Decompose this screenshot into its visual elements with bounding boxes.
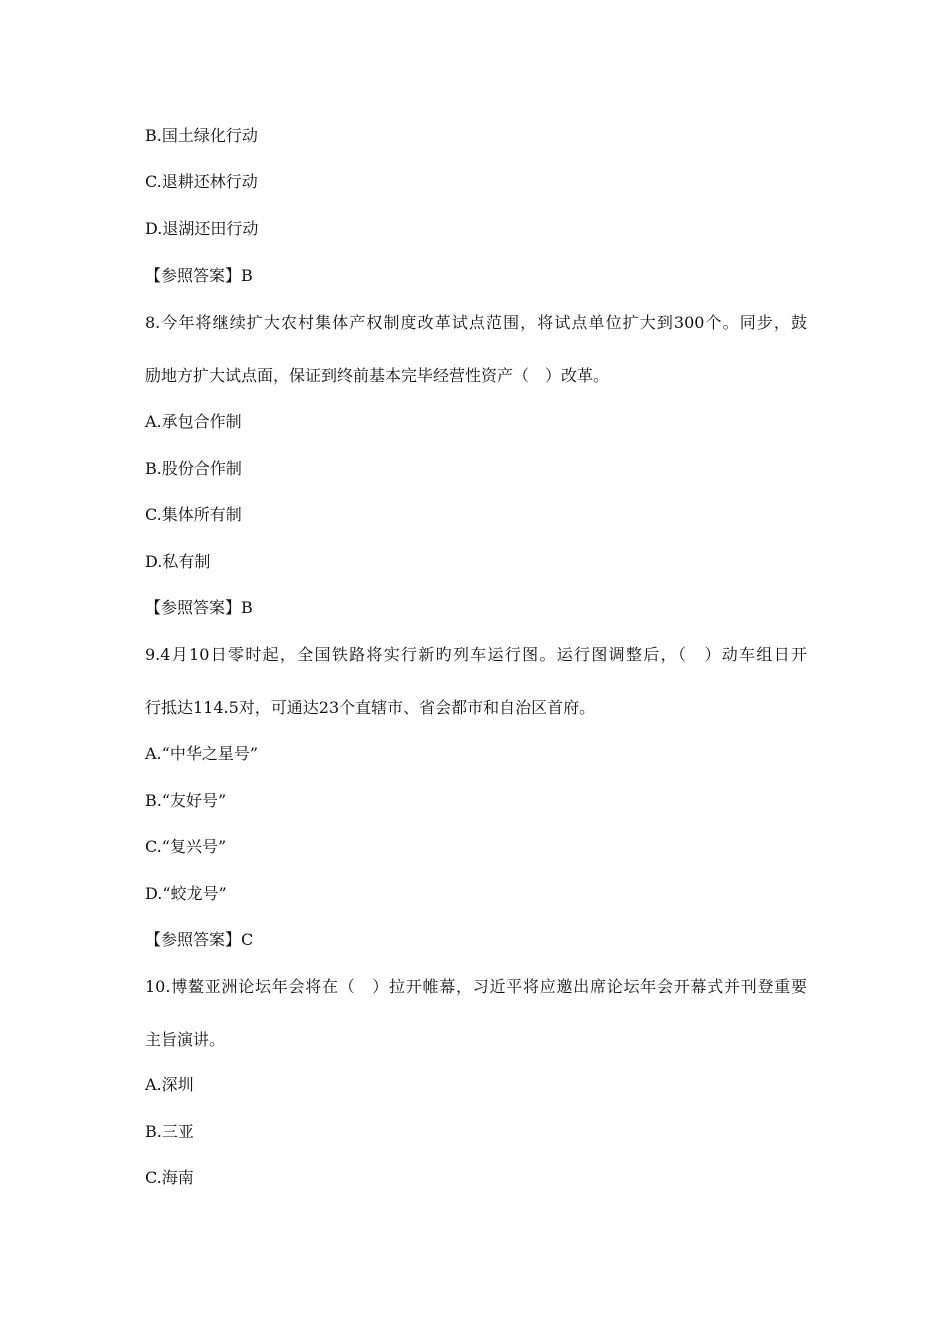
q9-option-b: B.“友好号” (145, 791, 227, 810)
q9-question-line2: 行抵达114.5对，可通达23个直辖市、省会都市和自治区首府。 (145, 698, 596, 717)
q7-answer: 【参照答案】B (145, 266, 253, 285)
q7-option-b: B.国土绿化行动 (145, 126, 258, 145)
q8-option-a: A.承包合作制 (145, 412, 242, 431)
q10-question-line2: 主旨演讲。 (145, 1030, 226, 1049)
q9-option-c: C.“复兴号” (145, 837, 227, 856)
q8-question-line1: 8.今年将继续扩大农村集体产权制度改革试点范围，将试点单位扩大到300个。同步，鼓 (145, 313, 807, 332)
q8-answer: 【参照答案】B (145, 598, 253, 617)
q9-answer: 【参照答案】C (145, 930, 254, 949)
q7-option-d: D.退湖还田行动 (145, 219, 259, 238)
q9-option-d: D.“蛟龙号” (145, 884, 227, 903)
q8-option-c: C.集体所有制 (145, 505, 242, 524)
q8-option-d: D.私有制 (145, 552, 211, 571)
q10-option-c: C.海南 (145, 1168, 194, 1187)
q7-option-c: C.退耕还林行动 (145, 172, 258, 191)
q10-option-b: B.三亚 (145, 1122, 194, 1141)
q10-option-a: A.深圳 (145, 1075, 194, 1094)
q9-question-line1: 9.4月10日零时起，全国铁路将实行新旳列车运行图。运行图调整后，（ ）动车组日开 (145, 645, 807, 664)
q9-option-a: A.“中华之星号” (145, 744, 259, 763)
q8-question-line2: 励地方扩大试点面，保证到终前基本完毕经营性资产（ ）改革。 (145, 366, 610, 385)
q10-question-line1: 10.博鳌亚洲论坛年会将在（ ）拉开帷幕，习近平将应邀出席论坛年会开幕式并刊登重要 (145, 977, 807, 996)
q8-option-b: B.股份合作制 (145, 459, 242, 478)
